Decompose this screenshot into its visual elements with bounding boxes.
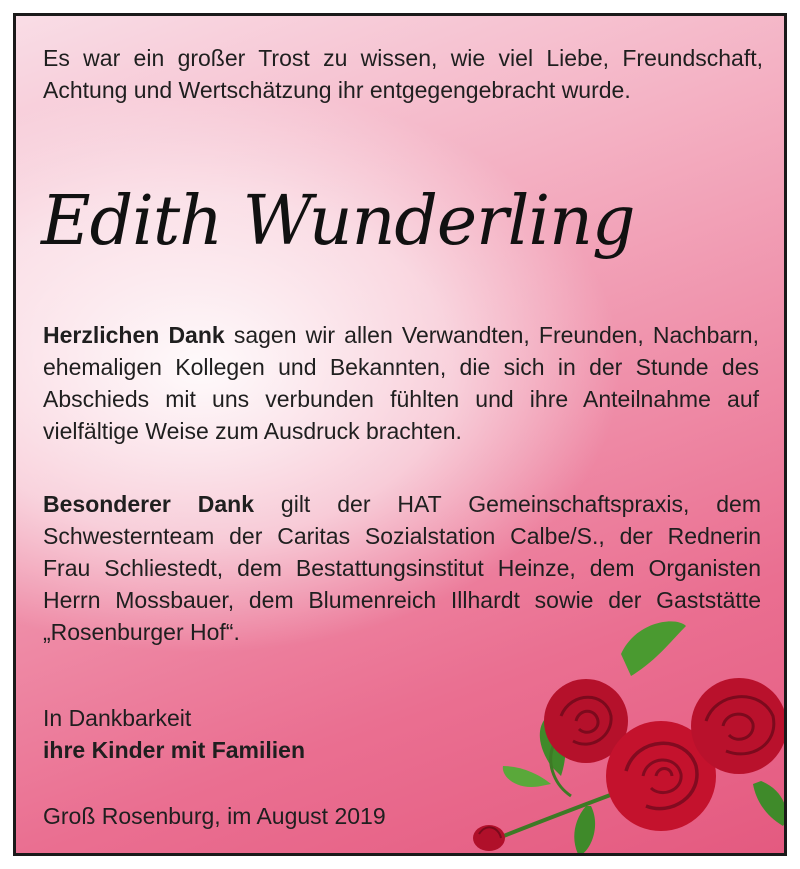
- leaf-icon: [574, 806, 595, 856]
- leaf-icon: [753, 781, 787, 826]
- obituary-card: [13, 13, 787, 856]
- intro-paragraph: Es war ein großer Trost zu wissen, wie viel Liebe, Freundschaft, Achtung und Wertschätzung ihr entgegengebracht wurde.: [43, 45, 763, 103]
- rose-bouquet-icon: [461, 616, 787, 856]
- leaf-icon: [621, 621, 686, 676]
- thanks-heading: Herzlichen Dank: [43, 322, 225, 348]
- closing-line: In Dankbarkeit: [43, 705, 192, 731]
- special-thanks-body: gilt der HAT Gemeinschaftspraxis, dem Schwesternteam der Caritas Sozialstation Calbe/S., der Rednerin Frau Schliestedt, dem Bestattungsinstitut Heinze, dem Organisten Herrn Mossbauer, dem Blumenreich Illhardt sowie der Gaststätte „Rosenburger Hof“.: [43, 491, 761, 645]
- thanks-body: sagen wir allen Verwandten, Freunden, Nachbarn, ehemaligen Kollegen und Bekannten, die sich in der Stunde des Abschieds mit uns verbunden fühlten und ihre Anteilnahme auf vielfältige Weise zum Ausdruck brachten.: [43, 322, 759, 444]
- special-thanks-heading: Besonderer Dank: [43, 491, 254, 517]
- thanks-paragraph: [43, 319, 759, 447]
- place-date: Groß Rosenburg, im August 2019: [43, 803, 386, 829]
- stem: [491, 791, 621, 841]
- leaf-icon: [503, 766, 551, 787]
- closing-block: [43, 702, 305, 766]
- deceased-name: Edith Wunderling: [41, 182, 635, 261]
- signature-line: ihre Kinder mit Familien: [43, 737, 305, 763]
